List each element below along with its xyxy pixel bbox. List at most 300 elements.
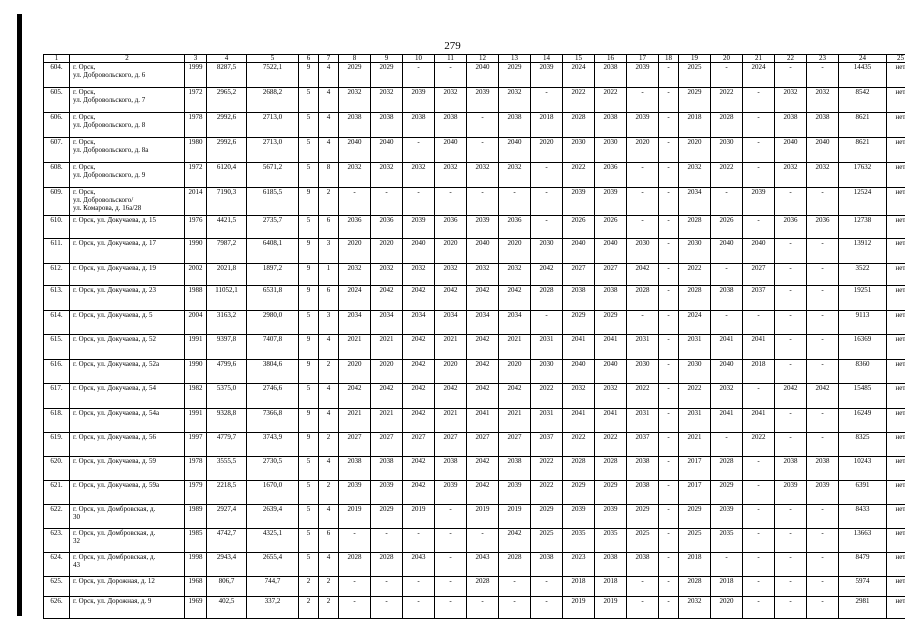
repair-year-cell: 2031 xyxy=(627,335,659,360)
repair-year-cell: 2027 xyxy=(563,264,595,286)
repair-year-cell: 2042 xyxy=(531,264,563,286)
table-row xyxy=(44,188,905,216)
repair-year-cell: 2034 xyxy=(499,311,531,335)
living-area: 337,2 xyxy=(247,597,299,619)
repair-year-cell: 2042 xyxy=(499,286,531,311)
repair-year-cell: 2040 xyxy=(563,360,595,384)
total-area: 3163,2 xyxy=(207,311,247,335)
address-line: г. Орск, ул. Докучаева, д. 17 xyxy=(73,239,157,247)
repair-year-cell: 2022 xyxy=(531,457,563,481)
repair-year-cell: 2041 xyxy=(711,409,743,433)
floors: 5 xyxy=(299,529,319,553)
floors: 5 xyxy=(299,505,319,529)
build-year: 1990 xyxy=(185,360,207,384)
repair-year-cell: 2028 xyxy=(531,286,563,311)
repair-year-cell: - xyxy=(711,553,743,577)
floors: 5 xyxy=(299,311,319,335)
address-line: г. Орск, ул. Докучаева, д. 15 xyxy=(73,216,157,224)
address-line: ул. Добровольского, д. 6 xyxy=(73,71,146,79)
floors: 9 xyxy=(299,63,319,88)
repair-year-cell: 2031 xyxy=(679,335,711,360)
repair-year-cell: 2021 xyxy=(435,335,467,360)
repair-year-cell: 2028 xyxy=(711,113,743,138)
build-year: 2004 xyxy=(185,311,207,335)
repair-year-cell: 2037 xyxy=(531,433,563,457)
column-number-12: 12 xyxy=(467,55,499,63)
total-sum: 8479 xyxy=(839,553,887,577)
living-area: 2980,0 xyxy=(247,311,299,335)
address-line: г. Орск, ул. Докучаева, д. 5 xyxy=(73,311,153,319)
repair-year-cell: 2028 xyxy=(711,457,743,481)
total-area: 4742,7 xyxy=(207,529,247,553)
address-line: г. Орск, ул. Дорожная, д. 12 xyxy=(73,577,155,585)
flag-cell: нет xyxy=(887,597,905,619)
table-row xyxy=(44,286,905,311)
repair-year-cell: 2026 xyxy=(711,216,743,239)
repair-year-cell: 2022 xyxy=(627,384,659,409)
flag-cell: нет xyxy=(887,457,905,481)
repair-year-cell: - xyxy=(627,216,659,239)
repair-year-cell: 2017 xyxy=(679,481,711,505)
repair-year-cell: - xyxy=(659,360,679,384)
table-row xyxy=(44,457,905,481)
repair-year-cell: 2032 xyxy=(339,163,371,188)
entrances: 4 xyxy=(319,553,339,577)
repair-year-cell: 2038 xyxy=(627,457,659,481)
repair-year-cell: 2040 xyxy=(563,239,595,264)
repair-year-cell: - xyxy=(531,216,563,239)
repair-year-cell: - xyxy=(807,311,839,335)
address-line: ул. Комарова, д. 16а/28 xyxy=(73,204,142,212)
repair-year-cell: 2040 xyxy=(403,239,435,264)
repair-year-cell: 2032 xyxy=(807,163,839,188)
repair-year-cell: - xyxy=(659,481,679,505)
repair-year-cell: 2039 xyxy=(627,113,659,138)
address-line: г. Орск, ул. Докучаева, д. 52а xyxy=(73,360,160,368)
repair-year-cell: 2021 xyxy=(679,433,711,457)
address-line: г. Орск, ул. Докучаева, д. 19 xyxy=(73,264,157,272)
repair-year-cell: 2032 xyxy=(339,264,371,286)
total-area: 3555,5 xyxy=(207,457,247,481)
repair-year-cell: 2038 xyxy=(627,553,659,577)
repair-year-cell: 2039 xyxy=(339,481,371,505)
living-area: 744,7 xyxy=(247,577,299,597)
repair-year-cell: 2032 xyxy=(775,88,807,113)
address-cell xyxy=(70,113,185,138)
address-cell xyxy=(70,481,185,505)
repair-year-cell: 2038 xyxy=(775,113,807,138)
repair-year-cell: 2036 xyxy=(499,216,531,239)
repair-year-cell: - xyxy=(711,433,743,457)
repair-year-cell: 2028 xyxy=(627,286,659,311)
repair-year-cell: 2032 xyxy=(679,163,711,188)
table-row xyxy=(44,529,905,553)
repair-year-cell: 2028 xyxy=(563,113,595,138)
column-number-3: 3 xyxy=(185,55,207,63)
build-year: 1980 xyxy=(185,138,207,163)
total-area: 2992,6 xyxy=(207,113,247,138)
address-cell xyxy=(70,188,185,216)
flag-cell: нет xyxy=(887,63,905,88)
floors: 9 xyxy=(299,188,319,216)
address-line: ул. Добровольского, д. 8а xyxy=(73,146,149,154)
repair-year-cell: 2034 xyxy=(371,311,403,335)
repair-year-cell: - xyxy=(743,481,775,505)
repair-year-cell: 2036 xyxy=(595,163,627,188)
repair-year-cell: - xyxy=(775,433,807,457)
repair-year-cell: 2031 xyxy=(531,335,563,360)
repair-year-cell: 2042 xyxy=(775,384,807,409)
address-line: 43 xyxy=(73,561,80,569)
repair-year-cell: - xyxy=(743,553,775,577)
repair-year-cell: - xyxy=(659,113,679,138)
repair-year-cell: 2029 xyxy=(531,505,563,529)
repair-year-cell: 2032 xyxy=(435,264,467,286)
repair-year-cell: - xyxy=(531,188,563,216)
flag-cell: нет xyxy=(887,433,905,457)
repair-year-cell: - xyxy=(807,529,839,553)
floors: 5 xyxy=(299,384,319,409)
build-year: 1989 xyxy=(185,505,207,529)
repair-year-cell: 2041 xyxy=(743,409,775,433)
build-year: 1991 xyxy=(185,409,207,433)
repair-year-cell: 2038 xyxy=(499,113,531,138)
total-sum: 16249 xyxy=(839,409,887,433)
address-line: г. Орск, ул. Докучаева, д. 23 xyxy=(73,286,157,294)
repair-year-cell: - xyxy=(659,286,679,311)
repair-year-cell: 2038 xyxy=(435,457,467,481)
living-area: 2688,2 xyxy=(247,88,299,113)
repair-year-cell: 2041 xyxy=(743,335,775,360)
repair-year-cell: - xyxy=(627,188,659,216)
repair-year-cell: 2024 xyxy=(563,63,595,88)
total-sum: 12738 xyxy=(839,216,887,239)
repair-year-cell: 2038 xyxy=(595,63,627,88)
repair-year-cell: - xyxy=(807,286,839,311)
repair-year-cell: 2032 xyxy=(499,163,531,188)
floors: 5 xyxy=(299,216,319,239)
floors: 9 xyxy=(299,433,319,457)
repair-year-cell: 2027 xyxy=(339,433,371,457)
repair-year-cell: 2042 xyxy=(403,409,435,433)
repair-year-cell: 2019 xyxy=(403,505,435,529)
repair-year-cell: - xyxy=(403,138,435,163)
repair-year-cell: - xyxy=(627,311,659,335)
address-line: 30 xyxy=(73,513,80,521)
floors: 9 xyxy=(299,286,319,311)
column-number-18: 18 xyxy=(659,55,679,63)
living-area: 6408,1 xyxy=(247,239,299,264)
repair-year-cell: 2041 xyxy=(563,409,595,433)
table-row xyxy=(44,481,905,505)
repair-year-cell: 2027 xyxy=(371,433,403,457)
repair-year-cell: - xyxy=(403,577,435,597)
address-line: г. Орск, ул. Дорожная, д. 9 xyxy=(73,597,152,605)
repair-year-cell: 2030 xyxy=(679,360,711,384)
repair-year-cell: - xyxy=(339,188,371,216)
repair-year-cell: 2022 xyxy=(563,88,595,113)
repair-year-cell: 2042 xyxy=(403,286,435,311)
table-row xyxy=(44,433,905,457)
total-area: 11052,1 xyxy=(207,286,247,311)
repair-year-cell: - xyxy=(775,286,807,311)
repair-year-cell: 2019 xyxy=(595,597,627,619)
repair-year-cell: 2019 xyxy=(339,505,371,529)
repair-year-cell: - xyxy=(743,505,775,529)
repair-year-cell: 2036 xyxy=(371,216,403,239)
repair-year-cell: 2038 xyxy=(403,113,435,138)
repair-year-cell: 2039 xyxy=(403,88,435,113)
floors: 9 xyxy=(299,264,319,286)
repair-year-cell: - xyxy=(775,264,807,286)
repair-year-cell: 2032 xyxy=(807,88,839,113)
entrances: 4 xyxy=(319,88,339,113)
repair-year-cell: 2039 xyxy=(531,63,563,88)
repair-year-cell: - xyxy=(531,163,563,188)
address-line: г. Орск, ул. Докучаева, д. 59а xyxy=(73,481,160,489)
flag-cell: нет xyxy=(887,360,905,384)
repair-year-cell: - xyxy=(499,577,531,597)
living-area: 5671,2 xyxy=(247,163,299,188)
entrances: 4 xyxy=(319,335,339,360)
repair-year-cell: 2032 xyxy=(467,163,499,188)
flag-cell: нет xyxy=(887,529,905,553)
flag-cell: нет xyxy=(887,88,905,113)
housing-register-table xyxy=(43,54,905,619)
repair-year-cell: 2029 xyxy=(339,63,371,88)
repair-year-cell: 2042 xyxy=(339,384,371,409)
repair-year-cell: 2029 xyxy=(371,505,403,529)
entrances: 3 xyxy=(319,311,339,335)
repair-year-cell: - xyxy=(531,577,563,597)
repair-year-cell: 2018 xyxy=(711,577,743,597)
repair-year-cell: - xyxy=(659,63,679,88)
repair-year-cell: 2029 xyxy=(679,88,711,113)
repair-year-cell: - xyxy=(775,188,807,216)
build-year: 1997 xyxy=(185,433,207,457)
column-number-25: 25 xyxy=(887,55,905,63)
row-number: 615. xyxy=(44,335,70,360)
column-number-23: 23 xyxy=(807,55,839,63)
row-number: 614. xyxy=(44,311,70,335)
flag-cell: нет xyxy=(887,163,905,188)
repair-year-cell: 2020 xyxy=(679,138,711,163)
repair-year-cell: 2039 xyxy=(775,481,807,505)
entrances: 6 xyxy=(319,529,339,553)
repair-year-cell: - xyxy=(467,138,499,163)
repair-year-cell: 2022 xyxy=(595,88,627,113)
living-area: 2639,4 xyxy=(247,505,299,529)
repair-year-cell: 2022 xyxy=(595,433,627,457)
repair-year-cell: 2032 xyxy=(499,264,531,286)
address-cell xyxy=(70,239,185,264)
build-year: 1968 xyxy=(185,577,207,597)
row-number: 623. xyxy=(44,529,70,553)
repair-year-cell: 2021 xyxy=(499,335,531,360)
entrances: 4 xyxy=(319,409,339,433)
column-number-19: 19 xyxy=(679,55,711,63)
repair-year-cell: 2030 xyxy=(531,239,563,264)
repair-year-cell: 2038 xyxy=(371,113,403,138)
repair-year-cell: - xyxy=(659,553,679,577)
repair-year-cell: - xyxy=(743,597,775,619)
row-number: 609. xyxy=(44,188,70,216)
repair-year-cell: 2020 xyxy=(499,360,531,384)
repair-year-cell: - xyxy=(371,597,403,619)
repair-year-cell: 2030 xyxy=(679,239,711,264)
repair-year-cell: 2039 xyxy=(403,216,435,239)
total-sum: 12524 xyxy=(839,188,887,216)
repair-year-cell: - xyxy=(743,88,775,113)
table-row xyxy=(44,553,905,577)
floors: 9 xyxy=(299,239,319,264)
column-number-2: 2 xyxy=(70,55,185,63)
repair-year-cell: 2028 xyxy=(499,553,531,577)
build-year: 1972 xyxy=(185,88,207,113)
repair-year-cell: 2038 xyxy=(531,553,563,577)
repair-year-cell: - xyxy=(403,597,435,619)
row-number: 618. xyxy=(44,409,70,433)
repair-year-cell: 2038 xyxy=(339,113,371,138)
address-line: г. Орск, ул. Докучаева, д. 56 xyxy=(73,433,157,441)
entrances: 3 xyxy=(319,239,339,264)
repair-year-cell: - xyxy=(775,239,807,264)
total-sum: 9113 xyxy=(839,311,887,335)
address-line: г. Орск, ул. Домбровская, д. xyxy=(73,529,156,537)
build-year: 1990 xyxy=(185,239,207,264)
repair-year-cell: - xyxy=(743,311,775,335)
flag-cell: нет xyxy=(887,138,905,163)
repair-year-cell: 2029 xyxy=(563,481,595,505)
column-number-21: 21 xyxy=(743,55,775,63)
repair-year-cell: 2034 xyxy=(467,311,499,335)
repair-year-cell: - xyxy=(467,113,499,138)
repair-year-cell: - xyxy=(807,264,839,286)
repair-year-cell: 2026 xyxy=(595,216,627,239)
flag-cell: нет xyxy=(887,239,905,264)
row-number: 610. xyxy=(44,216,70,239)
repair-year-cell: - xyxy=(627,597,659,619)
repair-year-cell: 2018 xyxy=(595,577,627,597)
repair-year-cell: 2032 xyxy=(371,163,403,188)
repair-year-cell: 2025 xyxy=(679,529,711,553)
repair-year-cell: 2031 xyxy=(679,409,711,433)
address-cell xyxy=(70,577,185,597)
repair-year-cell: 2023 xyxy=(563,553,595,577)
repair-year-cell: 2024 xyxy=(339,286,371,311)
repair-year-cell: 2032 xyxy=(371,88,403,113)
binding-edge xyxy=(17,14,22,616)
repair-year-cell: - xyxy=(435,505,467,529)
address-cell xyxy=(70,216,185,239)
repair-year-cell: - xyxy=(371,529,403,553)
repair-year-cell: - xyxy=(435,597,467,619)
address-line: 32 xyxy=(73,537,80,545)
repair-year-cell: 2032 xyxy=(435,163,467,188)
repair-year-cell: 2032 xyxy=(711,384,743,409)
address-line: г. Орск, ул. Докучаева, д. 54 xyxy=(73,384,157,392)
build-year: 1976 xyxy=(185,216,207,239)
total-area: 2218,5 xyxy=(207,481,247,505)
repair-year-cell: - xyxy=(775,529,807,553)
total-area: 2943,4 xyxy=(207,553,247,577)
repair-year-cell: 2042 xyxy=(467,286,499,311)
living-area: 4325,1 xyxy=(247,529,299,553)
repair-year-cell: 2022 xyxy=(563,163,595,188)
table-row xyxy=(44,88,905,113)
build-year: 2014 xyxy=(185,188,207,216)
repair-year-cell: 2020 xyxy=(339,239,371,264)
repair-year-cell: - xyxy=(659,264,679,286)
total-area: 5375,0 xyxy=(207,384,247,409)
address-cell xyxy=(70,264,185,286)
repair-year-cell: - xyxy=(659,311,679,335)
column-number-24: 24 xyxy=(839,55,887,63)
total-area: 2992,6 xyxy=(207,138,247,163)
repair-year-cell: 2034 xyxy=(403,311,435,335)
address-line: ул. Добровольского, д. 8 xyxy=(73,121,146,129)
total-area: 7987,2 xyxy=(207,239,247,264)
repair-year-cell: - xyxy=(743,138,775,163)
repair-year-cell: 2020 xyxy=(339,360,371,384)
repair-year-cell: 2032 xyxy=(775,163,807,188)
living-area: 6185,5 xyxy=(247,188,299,216)
repair-year-cell: 2028 xyxy=(563,457,595,481)
table-row xyxy=(44,335,905,360)
entrances: 2 xyxy=(319,577,339,597)
flag-cell: нет xyxy=(887,481,905,505)
repair-year-cell: 2041 xyxy=(711,335,743,360)
address-cell xyxy=(70,433,185,457)
total-sum: 19251 xyxy=(839,286,887,311)
repair-year-cell: - xyxy=(711,264,743,286)
repair-year-cell: - xyxy=(807,188,839,216)
address-line: г. Орск, xyxy=(73,188,96,196)
repair-year-cell: 2031 xyxy=(627,409,659,433)
total-sum: 17632 xyxy=(839,163,887,188)
repair-year-cell: - xyxy=(627,577,659,597)
total-sum: 8542 xyxy=(839,88,887,113)
flag-cell: нет xyxy=(887,335,905,360)
repair-year-cell: 2036 xyxy=(775,216,807,239)
repair-year-cell: - xyxy=(659,138,679,163)
column-number-17: 17 xyxy=(627,55,659,63)
repair-year-cell: 2022 xyxy=(711,163,743,188)
repair-year-cell: 2022 xyxy=(743,433,775,457)
entrances: 2 xyxy=(319,597,339,619)
repair-year-cell: 2039 xyxy=(563,505,595,529)
entrances: 8 xyxy=(319,163,339,188)
repair-year-cell: - xyxy=(435,553,467,577)
repair-year-cell: - xyxy=(807,409,839,433)
repair-year-cell: - xyxy=(499,188,531,216)
repair-year-cell: 2029 xyxy=(711,481,743,505)
repair-year-cell: - xyxy=(807,505,839,529)
repair-year-cell: 2042 xyxy=(807,384,839,409)
table-row xyxy=(44,409,905,433)
row-number: 607. xyxy=(44,138,70,163)
repair-year-cell: 2022 xyxy=(679,384,711,409)
repair-year-cell: 2039 xyxy=(371,481,403,505)
row-number: 621. xyxy=(44,481,70,505)
repair-year-cell: 2043 xyxy=(403,553,435,577)
living-area: 1670,0 xyxy=(247,481,299,505)
flag-cell: нет xyxy=(887,311,905,335)
total-sum: 15485 xyxy=(839,384,887,409)
entrances: 2 xyxy=(319,433,339,457)
repair-year-cell: 2040 xyxy=(339,138,371,163)
address-cell xyxy=(70,63,185,88)
